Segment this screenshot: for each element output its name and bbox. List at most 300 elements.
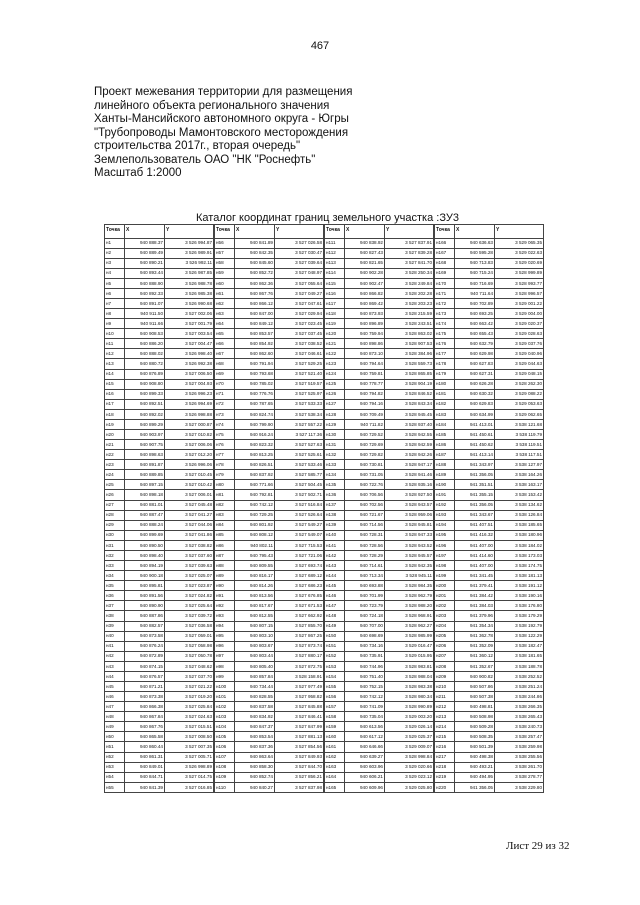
y-coordinate-cell: 3 527 516.84 xyxy=(275,500,324,510)
x-coordinate-cell: 940 627.83 xyxy=(455,359,495,369)
table-row xyxy=(105,359,214,369)
table-row xyxy=(105,510,214,520)
point-cell: н21 xyxy=(105,440,125,450)
x-coordinate-cell: 940 702.56 xyxy=(345,500,385,510)
y-coordinate-cell: 3 527 048.97 xyxy=(275,268,324,278)
x-coordinate-cell: 941 356.05 xyxy=(455,470,495,480)
table-row xyxy=(325,530,434,540)
x-coordinate-cell: 940 776.76 xyxy=(235,389,275,399)
x-coordinate-cell: 941 450.61 xyxy=(455,430,495,440)
x-coordinate-cell: 940 837.36 xyxy=(235,742,275,752)
point-cell: н165 xyxy=(325,782,345,792)
table-row xyxy=(435,692,544,702)
x-coordinate-cell: 940 735.91 xyxy=(345,651,385,661)
y-coordinate-cell: 3 527 041.86 xyxy=(165,530,214,540)
table-row xyxy=(325,369,434,379)
point-cell: н96 xyxy=(215,641,235,651)
table-row xyxy=(435,409,544,419)
point-cell: н178 xyxy=(435,359,455,369)
coordinate-table xyxy=(434,224,544,793)
x-coordinate-cell: 941 384.42 xyxy=(455,591,495,601)
y-coordinate-cell: 3 527 846.41 xyxy=(275,712,324,722)
y-coordinate-cell: 3 526 998.88 xyxy=(165,409,214,419)
y-coordinate-cell: 3 527 049.27 xyxy=(275,288,324,298)
point-cell: н5 xyxy=(105,278,125,288)
y-coordinate-cell: 3 529 028.63 xyxy=(495,329,544,339)
y-coordinate-cell: 3 527 039.64 xyxy=(275,258,324,268)
table-row xyxy=(325,359,434,369)
table-row xyxy=(105,349,214,359)
y-coordinate-cell: 3 527 549.27 xyxy=(275,520,324,530)
x-coordinate-cell: 940 895.81 xyxy=(125,581,165,591)
y-coordinate-cell: 3 527 662.92 xyxy=(275,611,324,621)
x-coordinate-cell: 940 759.81 xyxy=(345,369,385,379)
y-coordinate-cell: 3 527 037.45 xyxy=(275,329,324,339)
y-coordinate-cell: 3 528 865.85 xyxy=(385,369,434,379)
y-coordinate-cell: 3 527 019.20 xyxy=(165,692,214,702)
x-coordinate-cell: 940 876.57 xyxy=(125,671,165,681)
y-coordinate-cell: 3 529 026.14 xyxy=(385,722,434,732)
y-coordinate-cell: 3 527 055.64 xyxy=(275,278,324,288)
y-coordinate-cell: 3 527 002.06 xyxy=(165,309,214,319)
x-coordinate-cell: 940 898.63 xyxy=(125,450,165,460)
column-header-y: Y xyxy=(165,225,214,239)
table-row xyxy=(435,470,544,480)
point-cell: н40 xyxy=(105,631,125,641)
table-row xyxy=(325,561,434,571)
point-cell: н194 xyxy=(435,520,455,530)
point-cell: н98 xyxy=(215,661,235,671)
point-cell: н203 xyxy=(435,611,455,621)
point-cell: н88 xyxy=(215,561,235,571)
x-coordinate-cell: 940 803.44 xyxy=(235,651,275,661)
table-row xyxy=(215,278,324,288)
point-cell: н206 xyxy=(435,641,455,651)
table-row xyxy=(325,742,434,752)
x-coordinate-cell: 941 413.14 xyxy=(455,450,495,460)
table-row xyxy=(215,772,324,782)
table-row xyxy=(435,369,544,379)
x-coordinate-cell: 941 360.12 xyxy=(455,651,495,661)
table-row xyxy=(435,339,544,349)
y-coordinate-cell: 3 538 182.47 xyxy=(495,641,544,651)
x-coordinate-cell: 940 853.54 xyxy=(235,732,275,742)
table-row xyxy=(105,319,214,329)
x-coordinate-cell: 941 351.51 xyxy=(455,480,495,490)
y-coordinate-cell: 3 527 839.28 xyxy=(385,248,434,258)
table-row xyxy=(435,550,544,560)
point-cell: н43 xyxy=(105,661,125,671)
point-cell: н184 xyxy=(435,419,455,429)
table-row xyxy=(325,389,434,399)
x-coordinate-cell: 940 606.21 xyxy=(345,772,385,782)
table-row xyxy=(105,550,214,560)
point-cell: н167 xyxy=(435,248,455,258)
point-cell: н63 xyxy=(215,309,235,319)
y-coordinate-cell: 3 527 008.50 xyxy=(165,732,214,742)
y-coordinate-cell: 3 528 990.89 xyxy=(385,702,434,712)
table-row xyxy=(215,782,324,792)
point-cell: н59 xyxy=(215,268,235,278)
y-coordinate-cell: 3 529 001.22 xyxy=(495,299,544,309)
table-row xyxy=(325,329,434,339)
point-cell: н156 xyxy=(325,692,345,702)
x-coordinate-cell: 940 508.35 xyxy=(455,732,495,742)
table-row xyxy=(325,500,434,510)
point-cell: н25 xyxy=(105,480,125,490)
table-row xyxy=(215,702,324,712)
y-coordinate-cell: 3 528 907.53 xyxy=(385,339,434,349)
x-coordinate-cell: 940 891.87 xyxy=(125,460,165,470)
y-coordinate-cell: 3 538 176.80 xyxy=(495,601,544,611)
y-coordinate-cell: 3 527 856.21 xyxy=(275,772,324,782)
point-cell: н2 xyxy=(105,248,125,258)
y-coordinate-cell: 3 528 998.84 xyxy=(385,752,434,762)
point-cell: н172 xyxy=(435,299,455,309)
point-cell: н125 xyxy=(325,379,345,389)
table-row xyxy=(215,581,324,591)
x-coordinate-cell: 940 729.69 xyxy=(345,440,385,450)
point-cell: н127 xyxy=(325,399,345,409)
y-coordinate-cell: 3 527 048.62 xyxy=(165,661,214,671)
table-row xyxy=(215,329,324,339)
point-cell: н112 xyxy=(325,248,345,258)
table-row xyxy=(325,641,434,651)
table-row xyxy=(215,389,324,399)
point-cell: н109 xyxy=(215,772,235,782)
x-coordinate-cell: 940 791.94 xyxy=(235,359,275,369)
x-coordinate-cell: 940 639.27 xyxy=(345,752,385,762)
y-coordinate-cell: 3 527 526.64 xyxy=(275,510,324,520)
point-cell: н188 xyxy=(435,460,455,470)
point-cell: н119 xyxy=(325,319,345,329)
table-row xyxy=(105,409,214,419)
y-coordinate-cell: 3 528 937.40 xyxy=(385,419,434,429)
x-coordinate-cell: 940 507.38 xyxy=(455,692,495,702)
point-cell: н216 xyxy=(435,742,455,752)
y-coordinate-cell: 3 527 538.34 xyxy=(275,409,324,419)
point-cell: н148 xyxy=(325,611,345,621)
table-row xyxy=(325,258,434,268)
point-cell: н7 xyxy=(105,299,125,309)
point-cell: н106 xyxy=(215,742,235,752)
table-row xyxy=(105,278,214,288)
point-cell: н129 xyxy=(325,419,345,429)
table-row xyxy=(435,641,544,651)
point-cell: н117 xyxy=(325,299,345,309)
point-cell: н76 xyxy=(215,440,235,450)
x-coordinate-cell: 940 713.83 xyxy=(455,258,495,268)
y-coordinate-cell: 3 528 985.99 xyxy=(385,631,434,641)
y-coordinate-cell: 3 527 024.63 xyxy=(165,712,214,722)
table-row xyxy=(105,419,214,429)
point-cell: н67 xyxy=(215,349,235,359)
table-row xyxy=(215,470,324,480)
table-row xyxy=(215,490,324,500)
x-coordinate-cell: 940 891.07 xyxy=(125,299,165,309)
point-cell: н142 xyxy=(325,550,345,560)
point-cell: н36 xyxy=(105,591,125,601)
x-coordinate-cell: 940 655.43 xyxy=(455,329,495,339)
table-row xyxy=(325,430,434,440)
y-coordinate-cell: 3 529 009.07 xyxy=(385,742,434,752)
table-row xyxy=(325,450,434,460)
y-coordinate-cell: 3 528 945.57 xyxy=(385,550,434,560)
y-coordinate-cell: 3 527 058.98 xyxy=(165,641,214,651)
table-row xyxy=(215,712,324,722)
x-coordinate-cell: 940 876.89 xyxy=(125,369,165,379)
y-coordinate-cell: 3 527 037.60 xyxy=(165,550,214,560)
y-coordinate-cell: 3 538 119.51 xyxy=(495,440,544,450)
table-row xyxy=(215,601,324,611)
table-row xyxy=(215,409,324,419)
table-row xyxy=(105,500,214,510)
x-coordinate-cell: 940 898.18 xyxy=(125,490,165,500)
y-coordinate-cell: 3 538 259.98 xyxy=(495,742,544,752)
table-row xyxy=(435,772,544,782)
point-cell: н54 xyxy=(105,772,125,782)
y-coordinate-cell: 3 527 844.70 xyxy=(275,762,324,772)
y-coordinate-cell: 3 526 989.91 xyxy=(165,248,214,258)
y-coordinate-cell: 3 528 945.45 xyxy=(385,409,434,419)
column-header-point: Точка xyxy=(435,225,455,239)
column-header-x: X xyxy=(235,225,275,239)
table-row xyxy=(325,349,434,359)
point-cell: н135 xyxy=(325,480,345,490)
point-cell: н152 xyxy=(325,651,345,661)
table-row xyxy=(435,722,544,732)
table-row xyxy=(105,621,214,631)
y-coordinate-cell: 3 527 026.58 xyxy=(275,238,324,248)
point-cell: н217 xyxy=(435,752,455,762)
y-coordinate-cell: 3 528 158.91 xyxy=(275,671,324,681)
y-coordinate-cell: 3 528 962.79 xyxy=(385,591,434,601)
x-coordinate-cell: 940 707.00 xyxy=(345,621,385,631)
y-coordinate-cell: 3 527 845.88 xyxy=(275,702,324,712)
point-cell: н8 xyxy=(105,309,125,319)
x-coordinate-cell: 940 891.56 xyxy=(125,591,165,601)
y-coordinate-cell: 3 527 010.42 xyxy=(165,480,214,490)
y-coordinate-cell: 3 527 006.06 xyxy=(165,440,214,450)
x-coordinate-cell: 940 861.31 xyxy=(125,752,165,762)
y-coordinate-cell: 3 527 525.61 xyxy=(275,450,324,460)
point-cell: н180 xyxy=(435,379,455,389)
point-cell: н155 xyxy=(325,681,345,691)
table-row xyxy=(325,722,434,732)
x-coordinate-cell: 940 722.76 xyxy=(345,480,385,490)
x-coordinate-cell: 940 730.81 xyxy=(345,460,385,470)
y-coordinate-cell: 3 527 529.25 xyxy=(275,359,324,369)
y-coordinate-cell: 3 527 006.01 xyxy=(165,490,214,500)
point-cell: н90 xyxy=(215,581,235,591)
point-cell: н187 xyxy=(435,450,455,460)
table-row xyxy=(325,540,434,550)
point-cell: н55 xyxy=(105,782,125,792)
y-coordinate-cell: 3 528 202.28 xyxy=(385,288,434,298)
x-coordinate-cell: 941 354.34 xyxy=(455,621,495,631)
point-cell: н68 xyxy=(215,359,235,369)
point-cell: н220 xyxy=(435,782,455,792)
x-coordinate-cell: 940 847.00 xyxy=(235,309,275,319)
y-coordinate-cell: 3 528 988.20 xyxy=(385,601,434,611)
table-row xyxy=(105,782,214,792)
point-cell: н159 xyxy=(325,722,345,732)
point-cell: н128 xyxy=(325,409,345,419)
y-coordinate-cell: 3 538 181.13 xyxy=(495,571,544,581)
x-coordinate-cell: 940 812.55 xyxy=(235,611,275,621)
x-coordinate-cell: 940 792.81 xyxy=(235,490,275,500)
y-coordinate-cell: 3 528 935.16 xyxy=(385,480,434,490)
y-coordinate-cell: 3 528 968.91 xyxy=(385,611,434,621)
point-cell: н126 xyxy=(325,389,345,399)
table-row xyxy=(435,591,544,601)
y-coordinate-cell: 3 529 020.37 xyxy=(495,319,544,329)
y-coordinate-cell: 3 528 983.81 xyxy=(385,661,434,671)
y-coordinate-cell: 3 538 252.52 xyxy=(495,671,544,681)
y-coordinate-cell: 3 529 065.35 xyxy=(495,238,544,248)
y-coordinate-cell: 3 527 533.33 xyxy=(275,399,324,409)
point-cell: н95 xyxy=(215,631,235,641)
table-row xyxy=(105,389,214,399)
point-cell: н33 xyxy=(105,561,125,571)
project-title xyxy=(94,86,434,181)
table-row xyxy=(325,581,434,591)
point-cell: н204 xyxy=(435,621,455,631)
x-coordinate-cell: 940 711.82 xyxy=(345,419,385,429)
table-row xyxy=(215,722,324,732)
point-cell: н34 xyxy=(105,571,125,581)
y-coordinate-cell: 3 538 251.24 xyxy=(495,681,544,691)
table-row xyxy=(325,510,434,520)
point-cell: н15 xyxy=(105,379,125,389)
y-coordinate-cell: 3 538 192.79 xyxy=(495,621,544,631)
point-cell: н56 xyxy=(215,238,235,248)
y-coordinate-cell: 3 527 841.70 xyxy=(385,258,434,268)
y-coordinate-cell: 3 528 927.50 xyxy=(385,490,434,500)
point-cell: н9 xyxy=(105,319,125,329)
table-row xyxy=(215,399,324,409)
table-row xyxy=(435,399,544,409)
table-row xyxy=(435,702,544,712)
y-coordinate-cell: 3 527 007.35 xyxy=(165,742,214,752)
point-cell: н120 xyxy=(325,329,345,339)
table-row xyxy=(215,450,324,460)
table-row xyxy=(325,671,434,681)
table-row xyxy=(105,671,214,681)
x-coordinate-cell: 940 866.38 xyxy=(125,702,165,712)
point-cell: н101 xyxy=(215,692,235,702)
table-row xyxy=(215,692,324,702)
x-coordinate-cell: 940 888.90 xyxy=(125,278,165,288)
point-cell: н186 xyxy=(435,440,455,450)
table-row xyxy=(325,248,434,258)
point-cell: н42 xyxy=(105,651,125,661)
point-cell: н214 xyxy=(435,722,455,732)
table-row xyxy=(215,762,324,772)
title-line: Проект межевания территории для размещения xyxy=(94,86,353,98)
point-cell: н72 xyxy=(215,399,235,409)
table-row xyxy=(325,591,434,601)
table-row xyxy=(215,651,324,661)
y-coordinate-cell: 3 538 184.02 xyxy=(495,540,544,550)
y-coordinate-cell: 3 527 023.45 xyxy=(275,319,324,329)
point-cell: н151 xyxy=(325,641,345,651)
table-row xyxy=(325,601,434,611)
y-coordinate-cell: 3 538 261.70 xyxy=(495,762,544,772)
table-row xyxy=(325,440,434,450)
y-coordinate-cell: 3 528 993.77 xyxy=(495,278,544,288)
x-coordinate-cell: 940 897.15 xyxy=(125,480,165,490)
table-row xyxy=(435,500,544,510)
table-row xyxy=(325,520,434,530)
table-row xyxy=(325,460,434,470)
x-coordinate-cell: 940 813.56 xyxy=(235,591,275,601)
point-cell: н215 xyxy=(435,732,455,742)
table-row xyxy=(435,258,544,268)
table-row xyxy=(325,631,434,641)
x-coordinate-cell: 940 857.84 xyxy=(235,671,275,681)
point-cell: н11 xyxy=(105,339,125,349)
y-coordinate-cell: 3 538 185.65 xyxy=(495,520,544,530)
y-coordinate-cell: 3 527 025.84 xyxy=(165,702,214,712)
y-coordinate-cell: 3 528 846.52 xyxy=(385,389,434,399)
title-line: Масштаб 1:2000 xyxy=(94,167,182,179)
point-cell: н219 xyxy=(435,772,455,782)
point-cell: н123 xyxy=(325,359,345,369)
point-cell: н171 xyxy=(435,288,455,298)
table-row xyxy=(215,460,324,470)
x-coordinate-cell: 940 916.24 xyxy=(235,430,275,440)
point-cell: н136 xyxy=(325,490,345,500)
table-row xyxy=(435,762,544,772)
x-coordinate-cell: 940 803.10 xyxy=(235,631,275,641)
x-coordinate-cell: 940 888.37 xyxy=(125,238,165,248)
x-coordinate-cell: 940 799.90 xyxy=(235,419,275,429)
point-cell: н131 xyxy=(325,440,345,450)
x-coordinate-cell: 940 787.65 xyxy=(235,399,275,409)
y-coordinate-cell: 3 527 046.61 xyxy=(275,349,324,359)
y-coordinate-cell: 3 529 053.63 xyxy=(495,399,544,409)
y-coordinate-cell: 3 529 015.95 xyxy=(385,651,434,661)
point-cell: н158 xyxy=(325,712,345,722)
table-row xyxy=(105,641,214,651)
x-coordinate-cell: 940 701.99 xyxy=(345,591,385,601)
x-coordinate-cell: 940 893.44 xyxy=(125,268,165,278)
y-coordinate-cell: 3 529 037.76 xyxy=(495,339,544,349)
x-coordinate-cell: 940 890.50 xyxy=(125,540,165,550)
y-coordinate-cell: 3 538 121.68 xyxy=(495,419,544,429)
point-cell: н94 xyxy=(215,621,235,631)
y-coordinate-cell: 3 527 038.52 xyxy=(275,339,324,349)
x-coordinate-cell: 941 407.00 xyxy=(455,561,495,571)
x-coordinate-cell: 940 794.82 xyxy=(345,389,385,399)
page-number: 467 xyxy=(310,40,330,52)
table-row xyxy=(105,601,214,611)
x-coordinate-cell: 941 416.32 xyxy=(455,530,495,540)
table-row xyxy=(435,460,544,470)
point-cell: н10 xyxy=(105,329,125,339)
title-line: Ханты-Мансийского автономного округа - Югры xyxy=(94,113,349,125)
y-coordinate-cell: 3 528 984.35 xyxy=(385,581,434,591)
x-coordinate-cell: 940 823.32 xyxy=(235,440,275,450)
table-row xyxy=(435,601,544,611)
y-coordinate-cell: 3 538 265.43 xyxy=(495,712,544,722)
table-row xyxy=(325,621,434,631)
x-coordinate-cell: 940 728.29 xyxy=(345,550,385,560)
x-coordinate-cell: 940 899.33 xyxy=(125,389,165,399)
x-coordinate-cell: 941 379.41 xyxy=(455,581,495,591)
coordinate-table xyxy=(324,224,434,793)
